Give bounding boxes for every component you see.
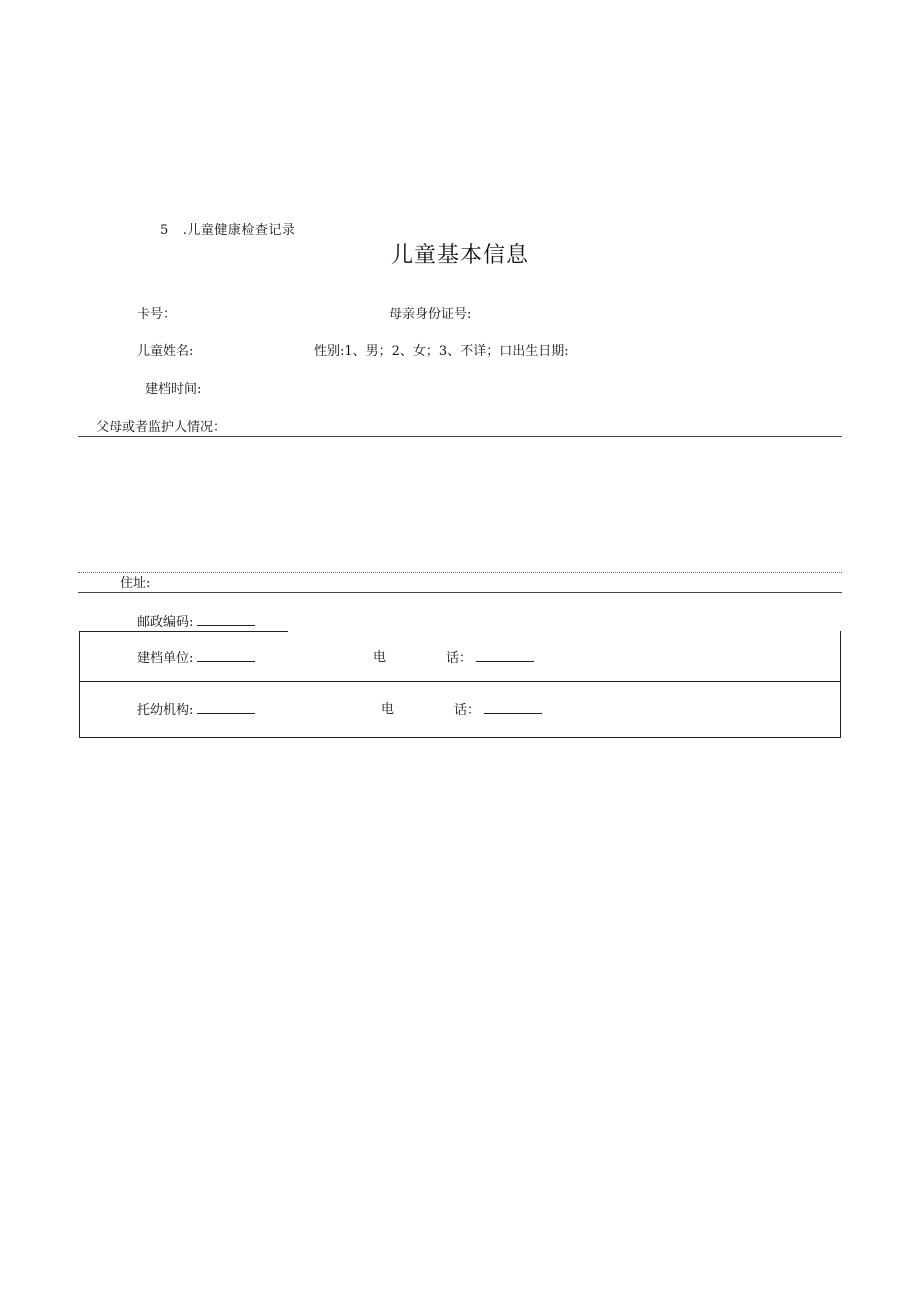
nursery-blank[interactable] bbox=[197, 703, 255, 714]
file-unit-blank[interactable] bbox=[197, 651, 255, 662]
section-label: .儿童健康检查记录 bbox=[182, 223, 296, 238]
nursery-row bbox=[137, 703, 255, 717]
child-name-label: 儿童姓名: bbox=[137, 344, 194, 359]
page-title: 儿童基本信息 bbox=[390, 243, 529, 268]
divider-line bbox=[78, 572, 842, 573]
file-unit-label: 建档单位: bbox=[137, 651, 194, 666]
address-underline bbox=[78, 592, 842, 593]
nursery-phone-label: 话： bbox=[454, 703, 481, 718]
nursery-phone-blank[interactable] bbox=[484, 703, 542, 714]
postcode-label bbox=[137, 615, 255, 629]
file-unit-row bbox=[137, 651, 255, 665]
postcode-text: 邮政编码: bbox=[137, 615, 194, 630]
card-no-label: 卡号： bbox=[137, 307, 177, 322]
mother-id-label: 母亲身份证号: bbox=[389, 307, 472, 322]
guardian-label: 父母或者监护人情况： bbox=[96, 420, 227, 435]
postcode-blank[interactable] bbox=[197, 615, 255, 626]
file-unit-phone-char1: 电 bbox=[373, 650, 387, 665]
info-table bbox=[79, 631, 841, 738]
nursery-phone-char1: 电 bbox=[381, 702, 395, 717]
address-label: 住址: bbox=[120, 576, 151, 591]
guardian-underline bbox=[78, 436, 842, 437]
sex-birthdate-label: 性别:1、男；2、女；3、不详；口出生日期: bbox=[314, 344, 569, 359]
table-row-divider bbox=[79, 681, 840, 682]
file-date-label: 建档时间: bbox=[145, 382, 202, 397]
nursery-phone bbox=[454, 703, 542, 717]
section-heading bbox=[160, 224, 295, 237]
file-unit-phone-blank[interactable] bbox=[476, 651, 534, 662]
file-unit-phone-label: 话： bbox=[446, 651, 473, 666]
section-number: 5 bbox=[160, 223, 169, 238]
file-unit-phone bbox=[446, 651, 534, 665]
nursery-label: 托幼机构: bbox=[137, 703, 194, 718]
